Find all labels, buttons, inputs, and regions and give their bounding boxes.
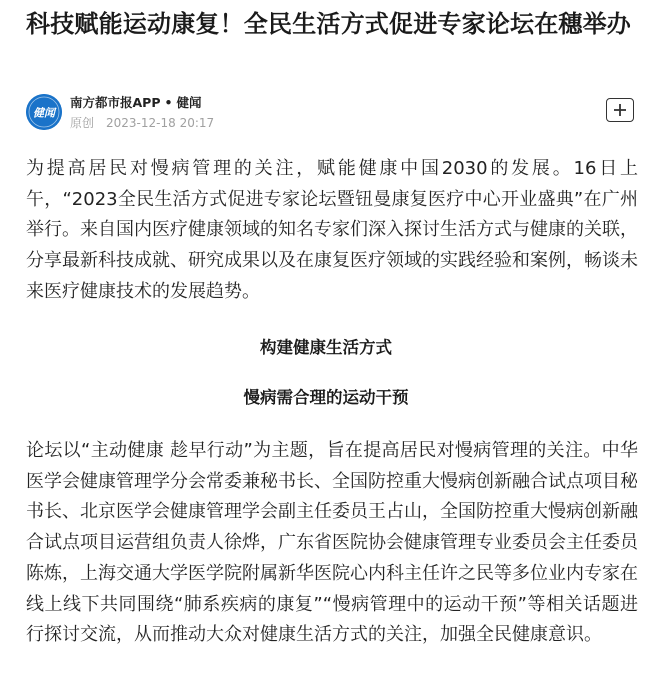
meta-line [70,115,214,131]
source-logo-icon [26,94,62,130]
source-line [70,95,202,111]
source-name[interactable]: 南方都市报APP [70,95,161,110]
subheading-healthy-lifestyle: 构建健康生活方式 [260,338,392,357]
author-row [26,92,638,132]
plus-icon [613,103,627,117]
source-channel[interactable]: 健闻 [176,95,202,110]
paragraph-intro: 为提高居民对慢病管理的关注，赋能健康中国2030的发展。16日上午，“2023全民生活方式促进专家论坛暨钮曼康复医疗中心开业盛典”在广州举行。来自国内医疗健康领域的知名专家们深入探讨生活方式与健康的关联，分享最新科技成就、研究成果以及在康复医疗领域的实践经验和案例，畅谈未来医疗健康技术的发展趋势。 [26,158,638,302]
publish-date: 2023-12-18 20:17 [106,116,215,130]
source-separator: • [164,95,173,110]
original-label: 原创 [70,116,95,130]
paragraph-forum: 论坛以“主动健康 趁早行动”为主题，旨在提高居民对慢病管理的关注。中华医学会健康管理学分会常委兼秘书长、全国防控重大慢病创新融合试点项目秘书长、北京医学会健康管理学会副主任委员王占山，全国防控重大慢病创新融合试点项目运营组负责人徐烨，广东省医院协会健康管理专业委员会主任委员陈炼，上海交通大学医学院附属新华医院心内科主任许之民等多位业内专家在线上线下共同围绕“肺系疾病的康复”“慢病管理中的运动干预”等相关话题进行探讨交流，从而推动大众对健康生活方式的关注，加强全民健康意识。 [26,440,638,646]
source-avatar[interactable] [26,94,62,130]
article-title: 科技赋能运动康复！全民生活方式促进专家论坛在穗举办 [26,10,631,38]
subheading-exercise-intervention: 慢病需合理的运动干预 [243,388,409,407]
follow-button[interactable] [606,98,634,122]
svg-text:健闻: 健闻 [33,106,55,120]
